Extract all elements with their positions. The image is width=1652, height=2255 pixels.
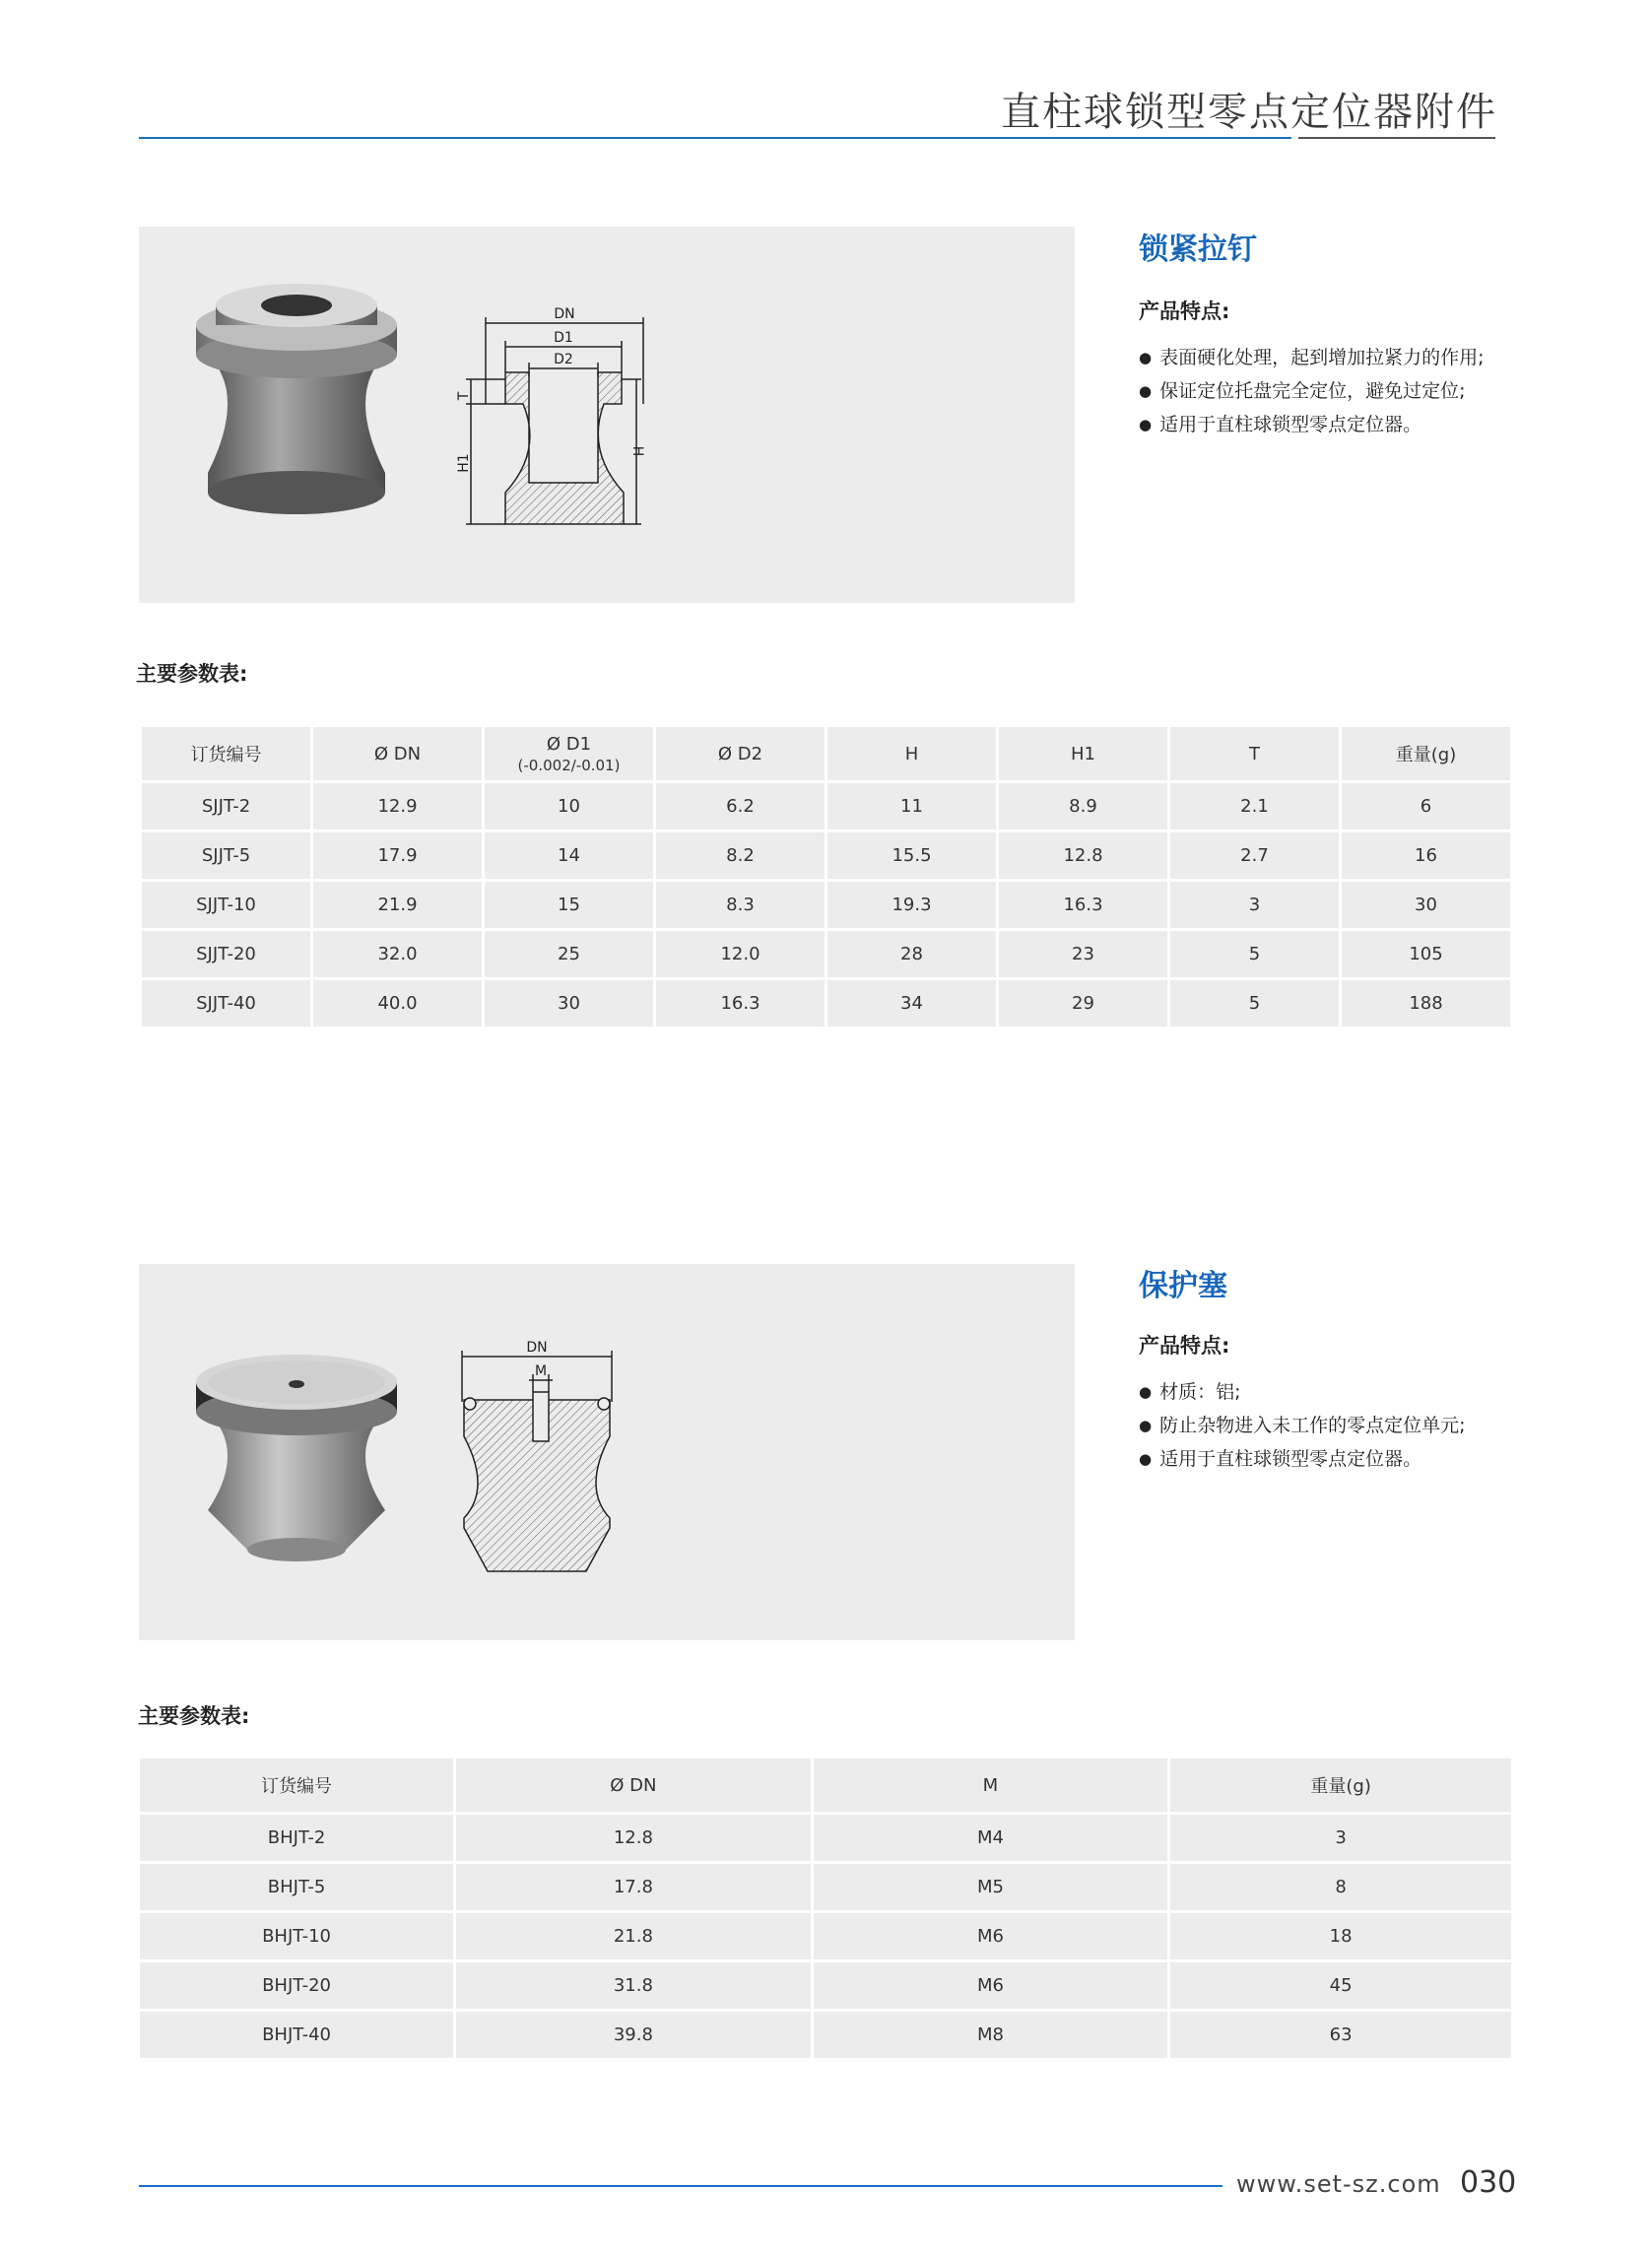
pull-stud-section-drawing <box>466 317 643 524</box>
table-cell: 34 <box>827 980 996 1027</box>
table-cell: 2.1 <box>1170 783 1339 829</box>
table-cell: 6 <box>1342 783 1510 829</box>
table-cell: M6 <box>814 1913 1168 1959</box>
table-cell: BHJT-40 <box>140 2012 453 2058</box>
col-header: Ø DN <box>456 1758 811 1812</box>
table-row <box>140 1962 1511 2009</box>
table-row <box>142 882 1510 928</box>
table-cell: 28 <box>827 931 996 977</box>
table-cell: M4 <box>814 1815 1168 1861</box>
table-cell: 29 <box>999 980 1167 1027</box>
dim-label-d1: D1 <box>554 330 573 346</box>
table-cell: 5 <box>1170 980 1339 1027</box>
table-row <box>142 980 1510 1027</box>
footer-divider <box>139 2185 1222 2187</box>
feature-item: ● 适用于直柱球锁型零点定位器。 <box>1139 408 1485 441</box>
table-cell: BHJT-5 <box>140 1864 453 1910</box>
table-row <box>140 2012 1511 2058</box>
table-cell: 17.8 <box>456 1864 811 1910</box>
footer-url: www.set-sz.com <box>1236 2170 1441 2198</box>
protection-plug-photo <box>196 1355 397 1561</box>
dim-label-d2: D2 <box>554 352 573 367</box>
dim-label-dn: DN <box>526 1340 548 1356</box>
table-row <box>140 1913 1511 1959</box>
table-cell: M6 <box>814 1962 1168 2009</box>
table-row <box>142 931 1510 977</box>
features-list <box>1139 341 1485 441</box>
col-header: 重量(g) <box>1342 727 1510 780</box>
col-header: H1 <box>999 727 1167 780</box>
feature-item: ● 表面硬化处理，起到增加拉紧力的作用; <box>1139 341 1485 374</box>
feature-item: ● 防止杂物进入未工作的零点定位单元; <box>1139 1409 1466 1442</box>
col-header: H <box>827 727 996 780</box>
table-cell: SJJT-40 <box>142 980 310 1027</box>
table-cell: 8.9 <box>999 783 1167 829</box>
table-cell: 12.9 <box>313 783 482 829</box>
product-image-panel-2 <box>139 1264 1075 1640</box>
table-cell: 45 <box>1170 1962 1511 2009</box>
table-cell: 21.8 <box>456 1913 811 1959</box>
table-cell: 5 <box>1170 931 1339 977</box>
table-cell: SJJT-10 <box>142 882 310 928</box>
table-cell: 17.9 <box>313 832 482 879</box>
dim-label-h: H <box>629 445 645 457</box>
protection-plug-illustration <box>139 1264 1075 1640</box>
spec-table-pull-stud <box>139 724 1513 1029</box>
spec-table-protection-plug <box>137 1756 1514 2061</box>
dim-label-h1: H1 <box>456 453 472 473</box>
table-header-row <box>140 1758 1511 1812</box>
section-title-protection-plug: 保护塞 <box>1139 1269 1227 1303</box>
pull-stud-photo <box>196 284 397 514</box>
table-cell: 14 <box>485 832 653 879</box>
dim-label-m: M <box>534 1363 548 1379</box>
table-row <box>142 783 1510 829</box>
pull-stud-illustration <box>139 227 1075 603</box>
protection-plug-section-drawing <box>462 1351 612 1571</box>
table-cell: 19.3 <box>827 882 996 928</box>
feature-item: ● 保证定位托盘完全定位，避免过定位; <box>1139 374 1485 408</box>
table-cell: 16 <box>1342 832 1510 879</box>
table-cell: 21.9 <box>313 882 482 928</box>
table-header-row <box>142 727 1510 780</box>
col-header: Ø DN <box>313 727 482 780</box>
table-cell: 188 <box>1342 980 1510 1027</box>
features-title: 产品特点: <box>1139 1334 1230 1358</box>
table-cell: 15.5 <box>827 832 996 879</box>
table-cell: 8.2 <box>656 832 825 879</box>
table-cell: BHJT-10 <box>140 1913 453 1959</box>
table-cell: M5 <box>814 1864 1168 1910</box>
params-title: 主要参数表: <box>136 662 248 686</box>
table-cell: 39.8 <box>456 2012 811 2058</box>
table-cell: 16.3 <box>999 882 1167 928</box>
col-header: 重量(g) <box>1170 1758 1511 1812</box>
page-title: 直柱球锁型零点定位器附件 <box>1001 90 1497 135</box>
header-divider-accent <box>1298 137 1495 139</box>
col-header: 订货编号 <box>140 1758 453 1812</box>
table-cell: 30 <box>1342 882 1510 928</box>
col-header: Ø D1 (-0.002/-0.01) <box>485 727 653 780</box>
table-cell: 63 <box>1170 2012 1511 2058</box>
col-header: 订货编号 <box>142 727 310 780</box>
page-number: 030 <box>1460 2165 1517 2200</box>
table-cell: 12.8 <box>999 832 1167 879</box>
col-header: T <box>1170 727 1339 780</box>
table-cell: 105 <box>1342 931 1510 977</box>
table-cell: 15 <box>485 882 653 928</box>
table-cell: SJJT-5 <box>142 832 310 879</box>
features-title: 产品特点: <box>1139 299 1230 323</box>
col-header: Ø D2 <box>656 727 825 780</box>
table-cell: BHJT-20 <box>140 1962 453 2009</box>
table-cell: 6.2 <box>656 783 825 829</box>
params-title: 主要参数表: <box>138 1704 250 1728</box>
table-cell: SJJT-20 <box>142 931 310 977</box>
table-cell: BHJT-2 <box>140 1815 453 1861</box>
feature-item: ● 材质：铝; <box>1139 1375 1466 1409</box>
product-image-panel-1 <box>139 227 1075 603</box>
table-cell: 11 <box>827 783 996 829</box>
table-cell: 3 <box>1170 1815 1511 1861</box>
table-cell: 32.0 <box>313 931 482 977</box>
table-cell: 25 <box>485 931 653 977</box>
table-cell: 18 <box>1170 1913 1511 1959</box>
table-cell: 30 <box>485 980 653 1027</box>
table-cell: 31.8 <box>456 1962 811 2009</box>
table-cell: 8 <box>1170 1864 1511 1910</box>
table-cell: 8.3 <box>656 882 825 928</box>
table-cell: 2.7 <box>1170 832 1339 879</box>
table-cell: 12.0 <box>656 931 825 977</box>
features-list <box>1139 1375 1466 1476</box>
table-cell: 16.3 <box>656 980 825 1027</box>
table-cell: SJJT-2 <box>142 783 310 829</box>
table-cell: 12.8 <box>456 1815 811 1861</box>
table-row <box>142 832 1510 879</box>
table-cell: M8 <box>814 2012 1168 2058</box>
dim-label-t: T <box>456 391 472 401</box>
d1-tolerance: (-0.002/-0.01) <box>517 756 621 774</box>
table-cell: 3 <box>1170 882 1339 928</box>
dim-label-dn: DN <box>554 306 575 322</box>
section-title-pull-stud: 锁紧拉钉 <box>1139 232 1257 267</box>
feature-item: ● 适用于直柱球锁型零点定位器。 <box>1139 1442 1466 1476</box>
table-cell: 10 <box>485 783 653 829</box>
table-cell: 23 <box>999 931 1167 977</box>
table-row <box>140 1815 1511 1861</box>
table-row <box>140 1864 1511 1910</box>
header-divider <box>139 137 1291 139</box>
table-cell: 40.0 <box>313 980 482 1027</box>
col-header: M <box>814 1758 1168 1812</box>
